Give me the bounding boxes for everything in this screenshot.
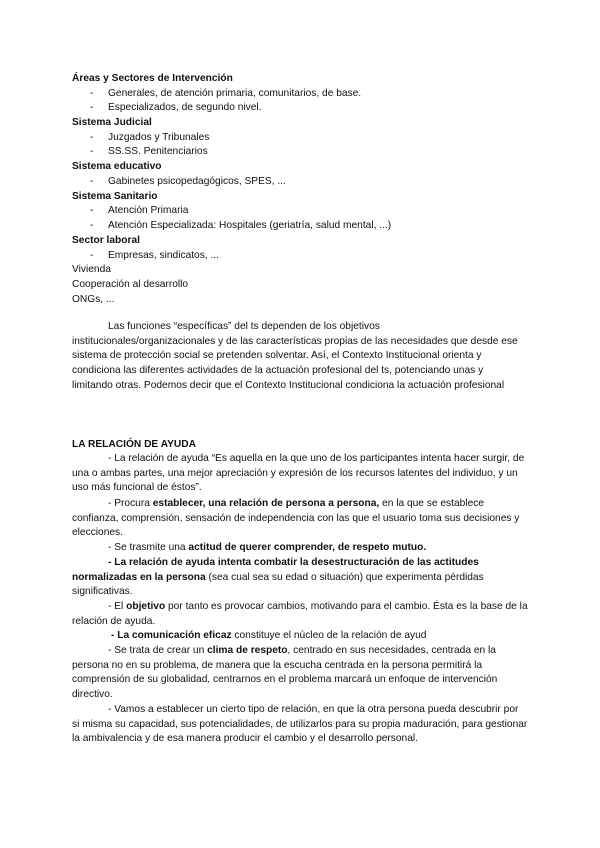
list-item: - Atención Especializada: Hospitales (geriatría, salud mental, ...) — [90, 220, 392, 231]
funciones-paragraph: Las funciones “específicas” del ts dependen de los objetivos institucionales/organizacionales y de las características propias de las necesidades que desde ese sistema de protección social se pretenden solventar. Así, el Contexto Institucional orienta y condiciona las diferentes actividades de la actuación profesional del ts, potenciando unas y limitando otras. Podemos decir que el Contexto Institucional condiciona la actuación profesional — [72, 321, 518, 391]
paragraph-1: - La relación de ayuda “Es aquella en la que uno de los participantes intenta hacer surgir, de una o ambas partes, una mejor apreciación y expresión de los recursos latentes del individuo, y un uso más funcional de éstos”. — [72, 453, 525, 494]
other-sector: Cooperación al desarrollo — [72, 279, 189, 290]
list-item: - Juzgados y Tribunales — [90, 132, 210, 143]
paragraph-5: - El objetivo por tanto es provocar cambios, motivando para el cambio. Ésta es la base de la relación de ayuda. — [72, 601, 528, 627]
list-item: - Empresas, sindicatos, ... — [90, 250, 219, 261]
paragraph-2: - Procura establecer, una relación de persona a persona, en la que se establece confianza, comprensión, sensación de independencia con las que el usuario toma sus decisiones y elecciones. — [72, 498, 520, 539]
list-item: - Atención Primaria — [90, 205, 189, 216]
judicial-heading: Sistema Judicial — [72, 117, 152, 128]
list-item: - Gabinetes psicopedagógicos, SPES, ... — [90, 176, 286, 187]
section-title: LA RELACIÓN DE AYUDA — [72, 439, 196, 450]
paragraph-4: - La relación de ayuda intenta combatir la desestructuración de las actitudes normalizadas en la persona (sea cual sea su edad o situación) que experimenta pérdidas significativas. — [72, 557, 484, 598]
areas-heading: Áreas y Sectores de Intervención — [72, 73, 233, 84]
list-item: - SS.SS. Penitenciarios — [90, 146, 208, 157]
other-sector: ONGs, ... — [72, 294, 115, 305]
laboral-heading: Sector laboral — [72, 235, 140, 246]
paragraph-7: - Se trata de crear un clima de respeto, centrado en sus necesidades, centrada en la persona no en su problema, de manera que la escucha centrada en la persona permitirá la comprensión de su globalidad, centrarnos en el problema marcará un enfoque de intervención directivo. — [72, 645, 498, 701]
list-item: - Especializados, de segundo nivel. — [90, 102, 262, 113]
list-item: - Generales, de atención primaria, comunitarios, de base. — [90, 88, 362, 99]
educativo-heading: Sistema educativo — [72, 161, 162, 172]
paragraph-8: - Vamos a establecer un cierto tipo de relación, en que la otra persona pueda descubrir por si misma su capacidad, sus potencialidades, de utilizarlos para su propia maduración, para gestionar la ambivalencia y de esa manera producir el cambio y el desarrollo personal. — [72, 704, 528, 745]
paragraph-3: - Se trasmite una actitud de querer comprender, de respeto mutuo. — [108, 542, 427, 553]
other-sector: Vivienda — [72, 264, 111, 275]
paragraph-6: - La comunicación eficaz constituye el núcleo de la relación de ayud — [111, 630, 427, 641]
sanitario-heading: Sistema Sanitario — [72, 191, 158, 202]
